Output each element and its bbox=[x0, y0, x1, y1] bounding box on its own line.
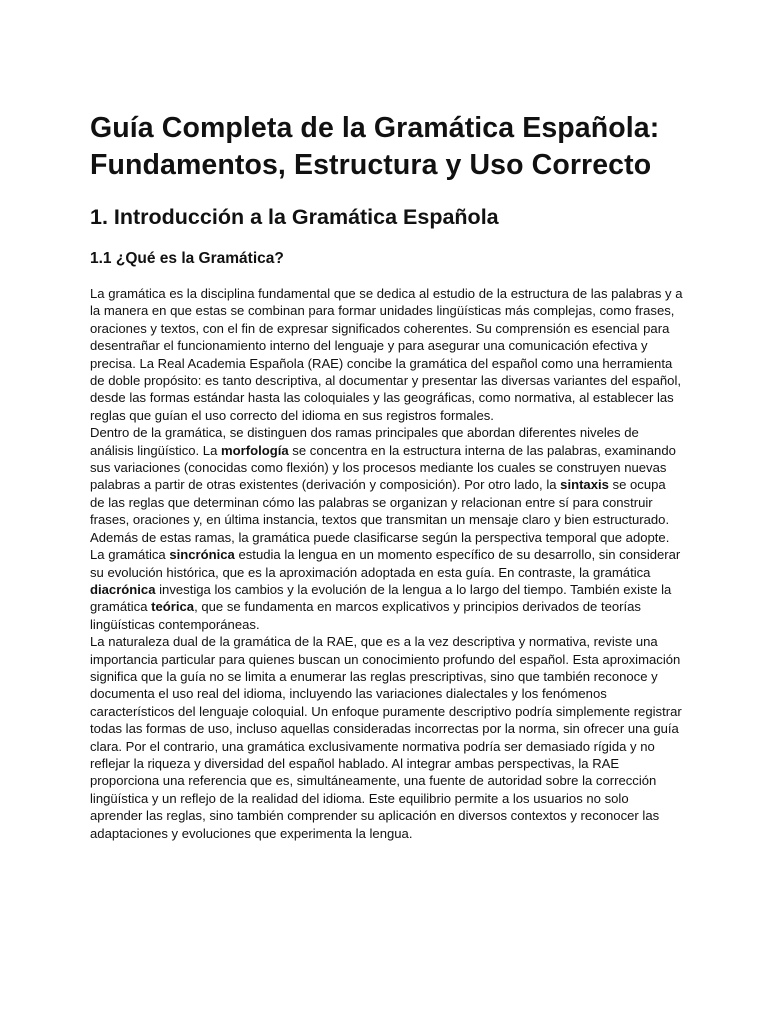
paragraph-text: Además de estas ramas, la gramática puede clasificarse según la perspectiva temporal que adopte. La gramática bbox=[90, 529, 670, 563]
paragraph-text: estudia la lengua en un momento específico de su desarrollo, sin considerar su evolución histórica, que es la aproximación adoptada en esta guía. En contraste, la gramática bbox=[90, 547, 681, 580]
term-sincronica: sincrónica bbox=[169, 547, 235, 563]
paragraph-dual-nature: La naturaleza dual de la gramática de la RAE, que es a la vez descriptiva y normativa, reviste una importancia particular para quienes buscan un conocimiento profundo del español. Esta aproximación significa que la guía no se limita a enumerar las reglas prescriptivas, sino que también reconoce y documenta el uso real del idioma, incluyendo las variaciones dialectales y los fenómenos característicos del lenguaje coloquial. Un enfoque puramente descriptivo podría simplemente registrar todas las formas de uso, incluso aquellas consideradas incorrectas por la norma, sin ofrecer una guía clara. Por el contrario, una gramática exclusivamente normativa podría ser demasiado rígida y no reflejar la riqueza y diversidad del español hablado. Al integrar ambas perspectivas, la RAE proporciona una referencia que es, simultáneamente, una fuente de autoridad sobre la corrección lingüística y un reflejo de la realidad del idioma. Este equilibrio permite a los usuarios no solo aprender las reglas, sino también comprender su aplicación en diversos contextos y reconocer las adaptaciones y evoluciones que experimenta la lengua. bbox=[90, 634, 682, 841]
document-title: Guía Completa de la Gramática Española: Fundamentos, Estructura y Uso Correcto bbox=[90, 112, 660, 181]
paragraph-text: se concentra en la estructura interna de las palabras, examinando sus variaciones (conocidas como flexión) y los procesos mediante los cuales se construyen nuevas palabras a partir de otras existentes (derivación y composición). Por otro lado, la bbox=[90, 442, 676, 493]
term-sintaxis: sintaxis bbox=[560, 477, 609, 493]
section-heading: 1. Introducción a la Gramática Española bbox=[90, 205, 499, 229]
paragraph-text: Dentro de la gramática, se distinguen dos ramas principales que abordan diferentes niveles de análisis lingüístico. La bbox=[90, 425, 639, 458]
paragraph-definition: La gramática es la disciplina fundamental que se dedica al estudio de la estructura de las palabras y a la manera en que estas se combinan para formar unidades lingüísticas más complejas, como frases, oraciones y textos, con el fin de expresar significados coherentes. Su comprensión es esencial para desentrañar el funcionamiento interno del lenguaje y para asegurar una comunicación efectiva y precisa. La Real Academia Española (RAE) concibe la gramática del español como una herramienta de doble propósito: es tanto descriptiva, al documentar y presentar las diversas variantes del español, desde las formas estándar hasta las coloquiales y las geográficas, como normativa, al establecer las reglas que guían el uso correcto del idioma en sus registros formales. bbox=[90, 286, 683, 423]
term-diacronica: diacrónica bbox=[90, 581, 156, 597]
document-body bbox=[90, 285, 683, 842]
paragraph-text: se ocupa de las reglas que determinan cómo las palabras se organizan y relacionan entre sí para construir frases, oraciones y, en última instancia, textos que transmitan un mensaje claro y bien estructurado. bbox=[90, 477, 670, 528]
term-morfologia: morfología bbox=[221, 442, 289, 458]
paragraph-text: , que se fundamenta en marcos explicativos y principios derivados de teorías lingüísticas contemporáneas. bbox=[90, 599, 641, 632]
subsection-heading: 1.1 ¿Qué es la Gramática? bbox=[90, 250, 284, 267]
paragraph-text: investiga los cambios y la evolución de la lengua a lo largo del tiempo. También existe la gramática bbox=[90, 581, 672, 615]
paragraph-perspectives bbox=[90, 529, 683, 633]
term-teorica: teórica bbox=[151, 599, 195, 615]
paragraph-branches bbox=[90, 424, 683, 528]
